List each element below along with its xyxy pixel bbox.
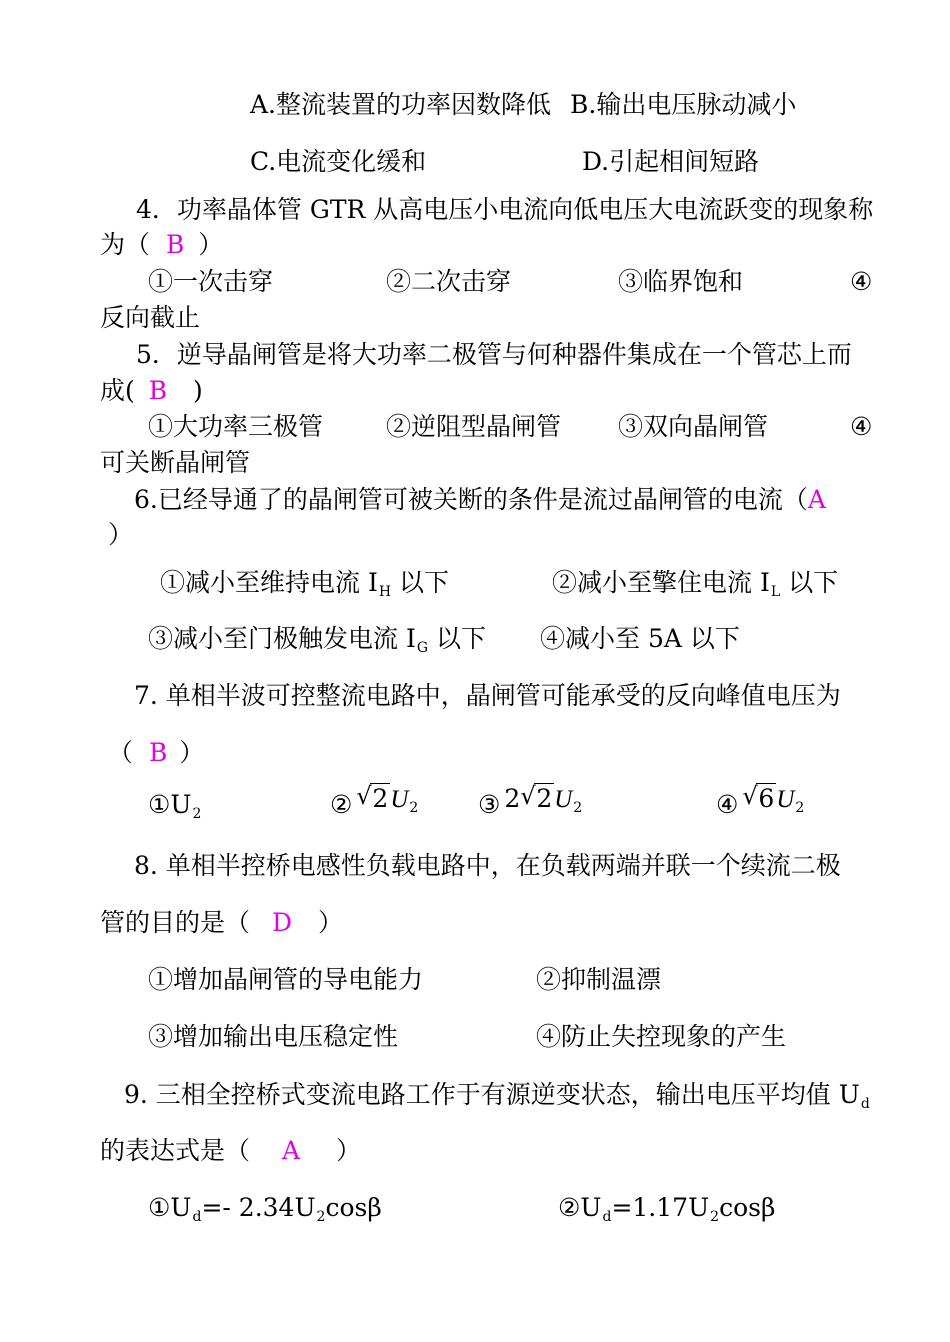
q7-option-2-variable: U xyxy=(390,786,409,813)
q6-option-2-subscript: L xyxy=(770,584,781,600)
q4-option-3: ③临界饱和 xyxy=(618,267,744,296)
q6-option-2-text: ②减小至擎住电流 I xyxy=(552,568,770,597)
q7-option-2-subscript: 2 xyxy=(409,800,419,816)
q9-option-2-subscript-2: 2 xyxy=(710,1209,720,1225)
q3-option-a: A.整流装置的功率因数降低 xyxy=(250,90,552,119)
q4-answer: B xyxy=(165,230,185,259)
q6-option-3-text: ③减小至门极触发电流 I xyxy=(148,624,416,653)
q4-option-1: ①一次击穿 xyxy=(148,267,274,296)
q6-option-1-text: ①减小至维持电流 I xyxy=(160,568,378,597)
q4-stem-prefix: 为（ xyxy=(100,230,151,259)
q7-option-1-subscript: 2 xyxy=(192,806,202,822)
q6-stem-text: 6.已经导通了的晶闸管可被关断的条件是流过晶闸管的电流（ xyxy=(134,485,808,514)
q6-option-1-subscript: H xyxy=(378,584,392,600)
q9-option-1-subscript-2: 2 xyxy=(316,1209,326,1225)
q5-option-1: ①大功率三极管 xyxy=(148,412,324,441)
q4-option-2: ②二次击穿 xyxy=(386,267,512,296)
q6-option-3 xyxy=(148,624,486,656)
q5-option-4-number: ④ xyxy=(850,412,873,441)
q7-option-1-number: ① xyxy=(148,790,171,819)
q7-option-3-number: ③ xyxy=(478,790,501,819)
q7-option-1-main: U xyxy=(170,790,192,819)
q4-option-4-number: ④ xyxy=(850,267,873,296)
q9-stem-line2 xyxy=(100,1138,361,1163)
q7-option-4-variable: U xyxy=(776,786,795,813)
q9-option-1-a: ①U xyxy=(148,1193,192,1222)
q8-option-3: ③增加输出电压稳定性 xyxy=(148,1022,399,1051)
q4-stem-line1: 4．功率晶体管 GTR 从高电压小电流向低电压大电流跃变的现象称 xyxy=(136,195,874,224)
q3-option-c: C.电流变化缓和 xyxy=(250,147,427,176)
q7-option-3-coefficient: 2 xyxy=(504,784,521,813)
q3-option-b: B.输出电压脉动减小 xyxy=(570,90,797,119)
q7-option-1 xyxy=(148,790,202,822)
q9-stem-suffix: ） xyxy=(335,1136,361,1165)
q5-answer: B xyxy=(148,376,168,405)
q7-option-2-number: ② xyxy=(330,790,353,819)
q7-stem-line1: 7. 单相半波可控整流电路中，晶闸管可能承受的反向峰值电压为 xyxy=(134,681,841,710)
q9-option-2-a: ②U xyxy=(558,1193,602,1222)
q6-option-3-tail: 以下 xyxy=(435,624,486,653)
q7-option-3-sqrt xyxy=(520,786,554,811)
q9-option-1 xyxy=(148,1193,382,1225)
q5-stem-line2 xyxy=(100,378,203,403)
q8-option-4: ④防止失控现象的产生 xyxy=(536,1022,787,1051)
q6-stem-line1 xyxy=(134,487,826,512)
q6-option-2 xyxy=(552,568,839,600)
q7-stem-suffix: ） xyxy=(179,738,205,767)
q9-stem-text: 9. 三相全控桥式变流电路工作于有源逆变状态，输出电压平均值 U xyxy=(124,1080,860,1109)
q6-option-4: ④减小至 5A 以下 xyxy=(540,624,740,653)
q5-option-3: ③双向晶闸管 xyxy=(618,412,769,441)
q4-option-4-text: 反向截止 xyxy=(100,303,201,332)
q5-option-4-text: 可关断晶闸管 xyxy=(100,448,251,477)
q7-option-4-number: ④ xyxy=(716,790,739,819)
q4-stem-line2 xyxy=(100,232,223,257)
q9-option-1-c: cosβ xyxy=(325,1193,382,1222)
q7-option-2-sqrt xyxy=(356,786,390,811)
q6-option-1-tail: 以下 xyxy=(399,568,450,597)
q9-stem-subscript: d xyxy=(860,1096,870,1112)
q8-stem-suffix: ） xyxy=(317,908,343,937)
q8-stem-prefix: 管的目的是（ xyxy=(100,908,251,937)
q6-option-3-subscript: G xyxy=(416,640,429,656)
q8-stem-line1: 8. 单相半控桥电感性负载电路中，在负载两端并联一个续流二极 xyxy=(134,851,841,880)
q7-option-3-subscript: 2 xyxy=(573,800,583,816)
q7-stem-prefix: （ xyxy=(108,738,134,767)
q8-stem-line2 xyxy=(100,910,343,935)
q7-option-4-radicand: 6 xyxy=(758,784,775,813)
q9-option-2-c: cosβ xyxy=(719,1193,776,1222)
q5-stem-prefix: 成( xyxy=(100,376,135,405)
q5-stem-suffix: ) xyxy=(193,376,203,405)
q4-stem-suffix: ） xyxy=(198,230,224,259)
q9-option-1-b: =- 2.34U xyxy=(201,1193,316,1222)
q7-answer: B xyxy=(148,738,168,767)
q7-option-3-variable: U xyxy=(554,786,573,813)
q6-option-2-tail: 以下 xyxy=(788,568,839,597)
q3-option-d: D.引起相间短路 xyxy=(582,147,760,176)
q7-option-3-radicand: 2 xyxy=(536,784,553,813)
q6-option-1 xyxy=(160,568,450,600)
q7-option-4-sqrt xyxy=(742,786,776,811)
q7-option-4-subscript: 2 xyxy=(795,800,805,816)
q9-option-2-b: =1.17U xyxy=(611,1193,710,1222)
q8-option-1: ①增加晶闸管的导电能力 xyxy=(148,965,424,994)
q7-option-4 xyxy=(716,784,805,819)
q9-option-2-subscript-d: d xyxy=(602,1209,612,1225)
q7-option-2-radicand: 2 xyxy=(372,784,389,813)
q9-stem-prefix: 的表达式是（ xyxy=(100,1136,251,1165)
q9-stem-line1 xyxy=(124,1080,870,1112)
q9-option-1-subscript-d: d xyxy=(192,1209,202,1225)
q6-answer: A xyxy=(807,485,826,514)
q9-option-2 xyxy=(558,1193,776,1225)
q7-stem-line2 xyxy=(108,740,204,765)
q8-answer: D xyxy=(271,908,293,937)
q7-option-2 xyxy=(330,784,419,819)
q6-stem-line2: ） xyxy=(108,520,134,549)
q5-stem-line1: 5．逆导晶闸管是将大功率二极管与何种器件集成在一个管芯上而 xyxy=(136,340,852,369)
q8-option-2: ②抑制温漂 xyxy=(536,965,662,994)
q9-answer: A xyxy=(281,1136,301,1165)
q7-option-3 xyxy=(478,784,583,819)
q5-option-2: ②逆阻型晶闸管 xyxy=(386,412,562,441)
